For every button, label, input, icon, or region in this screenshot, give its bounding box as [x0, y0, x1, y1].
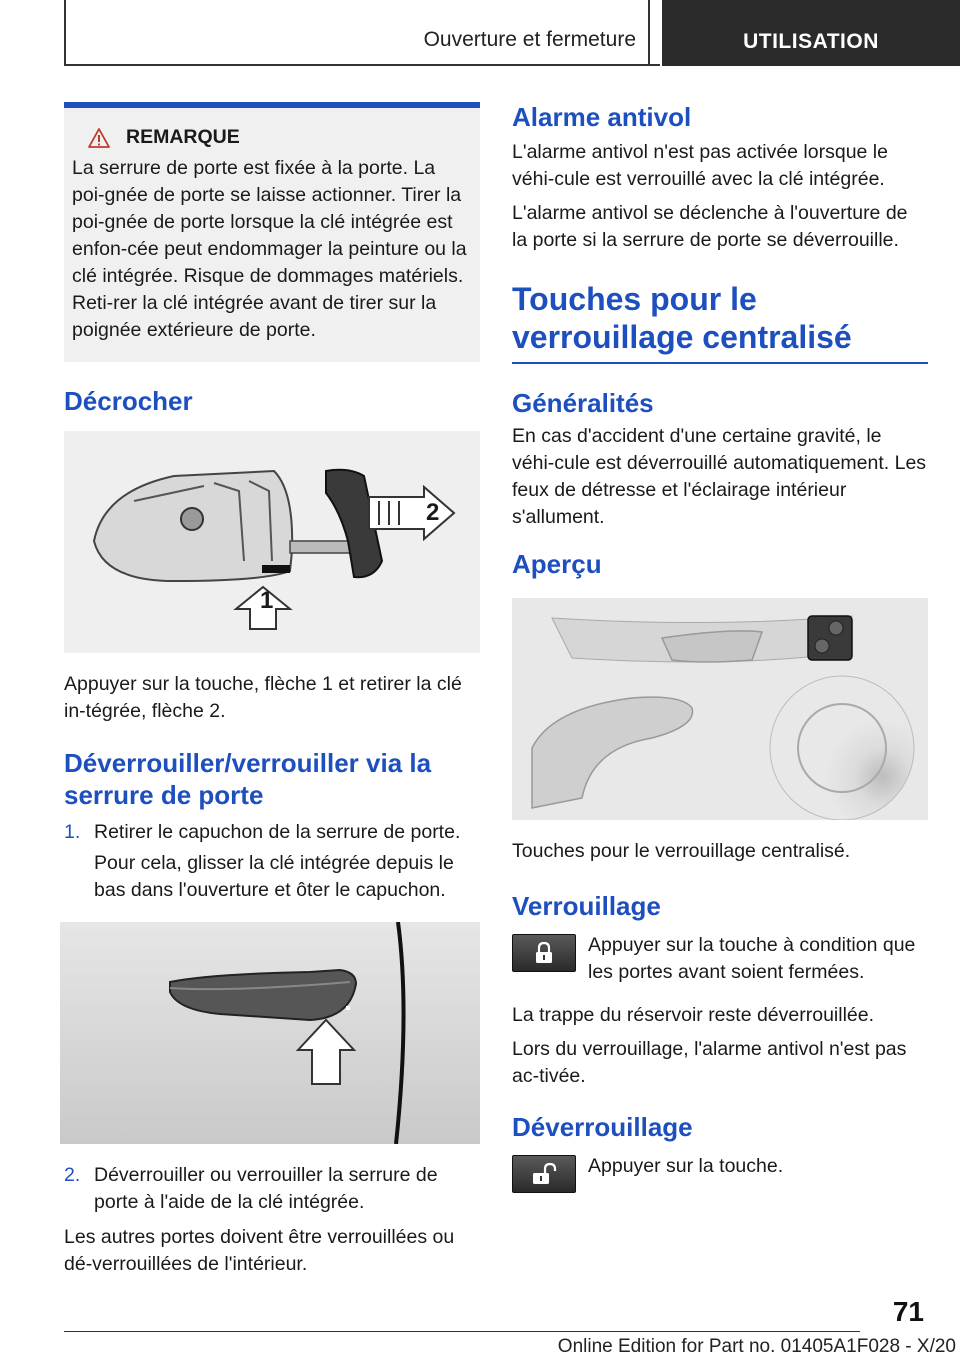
alarm-p1: L'alarme antivol n'est pas activée lorsque le véhi-cule est verrouillé avec la clé intégrée. [512, 141, 888, 190]
door-panel-illustration [512, 598, 928, 820]
warning-triangle-icon [88, 128, 110, 148]
lock-button-row [512, 932, 928, 986]
heading-door-lock: Déverrouiller/verrouiller via la serrure de porte [64, 748, 432, 810]
lock-p2: Lors du verrouillage, l'alarme antivol n'est pas ac-tivée. [512, 1038, 907, 1087]
figure-door-panel [512, 598, 928, 820]
door-handle-illustration [60, 922, 480, 1144]
chapter-label: UTILISATION [743, 30, 879, 53]
step-1-text: Retirer le capuchon de la serrure de porte. [94, 821, 461, 843]
header-chapter-tab [662, 0, 960, 66]
step-2-text: Déverrouiller ou verrouiller la serrure de porte à l'aide de la clé intégrée. [94, 1164, 438, 1213]
lock-button-image [512, 934, 576, 972]
footer-edition: Online Edition for Part no. 01405A1F028 - X/20 [557, 1336, 956, 1357]
header-separator [648, 0, 650, 66]
heading-unlock: Déverrouillage [512, 1112, 693, 1142]
heading-general: Généralités [512, 388, 654, 418]
alarm-p2: L'alarme antivol se déclenche à l'ouverture de la porte si la serrure de porte se déverrouille. [512, 202, 908, 251]
figure-label-2: 2 [426, 499, 440, 526]
lock-closed-icon [533, 941, 555, 965]
general-text: En cas d'accident d'une certaine gravité, le véhi-cule est déverrouillé automatiquement. Les feux de détresse et l'éclairage intérieur s'allument. [512, 425, 927, 528]
decrocher-text: Appuyer sur la touche, flèche 1 et retirer la clé in-tégrée, flèche 2. [64, 673, 462, 722]
unlock-text: Appuyer sur la touche. [588, 1155, 784, 1177]
step-1 [64, 819, 480, 908]
step-1-number: 1. [64, 821, 81, 843]
right-column [512, 102, 928, 1209]
heading-alarm: Alarme antivol [512, 102, 692, 132]
header-left-rule [64, 0, 66, 66]
header-section-title: Ouverture et fermeture [423, 28, 636, 51]
unlock-button-row [512, 1153, 928, 1193]
note-title-text: REMARQUE [126, 126, 240, 148]
heading-decrocher: Décrocher [64, 386, 193, 416]
step-2-number: 2. [64, 1164, 81, 1186]
lock-p1: La trappe du réservoir reste déverrouillée. [512, 1004, 875, 1026]
lock-open-icon [531, 1162, 557, 1186]
footer-rule [64, 1331, 860, 1332]
figure-door-handle [60, 922, 480, 1144]
step-2-body [94, 1162, 480, 1220]
left-column [64, 102, 480, 1285]
door-lock-text: Les autres portes doivent être verrouillées ou dé-verrouillées de l'intérieur. [64, 1226, 455, 1275]
heading-central-lock: Touches pour le verrouillage centralisé [512, 280, 928, 364]
note-box [64, 102, 480, 362]
header-bottom-rule [64, 64, 660, 66]
note-title [72, 126, 470, 149]
lock-text: Appuyer sur la touche à condition que les portes avant soient fermées. [588, 934, 916, 983]
heading-overview: Aperçu [512, 549, 602, 579]
note-text: La serrure de porte est fixée à la porte. La poi-gnée de porte se laisse actionner. Tirer la poi-gnée de porte lorsque la clé intégrée est enfon-cée peut endommager la peinture ou la clé intégrée. Risque de dommages matériels. Reti-rer la clé intégrée avant de tirer sur la poignée extérieure de porte. [72, 157, 467, 341]
step-1-subtext: Pour cela, glisser la clé intégrée depuis le bas dans l'ouverture et ôter le capuchon. [94, 852, 454, 901]
key-illustration [64, 431, 480, 653]
overview-caption: Touches pour le verrouillage centralisé. [512, 840, 851, 862]
figure-label-1: 1 [260, 587, 274, 614]
unlock-button-image [512, 1155, 576, 1193]
page-number: 71 [892, 1296, 924, 1327]
step-1-body [94, 819, 480, 908]
figure-key-removal [64, 431, 480, 653]
step-2 [64, 1162, 480, 1220]
heading-lock: Verrouillage [512, 891, 661, 921]
